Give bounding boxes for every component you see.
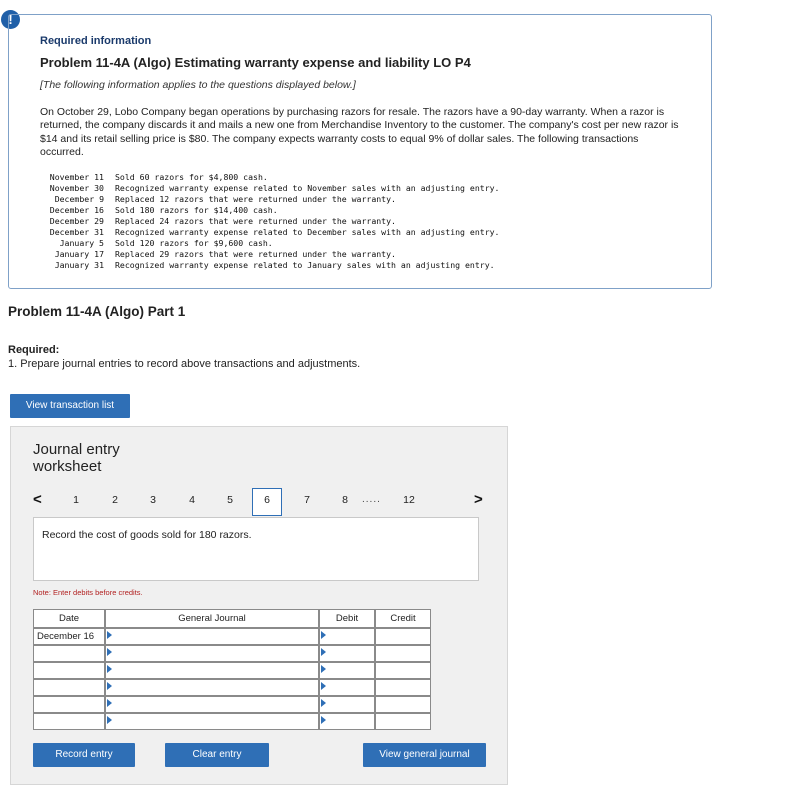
exclamation-icon: ! [1,10,20,29]
required-heading: Required: [8,344,60,356]
date-column-header: Date [33,609,105,628]
debit-input[interactable] [319,696,375,713]
transaction-description: Sold 180 razors for $14,400 cash. [115,205,278,215]
transaction-date: November 30 [49,183,104,193]
debit-input[interactable] [319,662,375,679]
transaction-row [40,183,500,194]
transaction-date: December 9 [54,194,104,204]
chevron-left-icon[interactable]: < [33,491,42,508]
required-text: 1. Prepare journal entries to record above transactions and adjustments. [8,358,361,370]
debit-column-header: Debit [319,609,375,628]
view-transaction-list-button[interactable]: View transaction list [10,394,130,418]
clear-entry-button[interactable]: Clear entry [165,743,269,767]
account-input[interactable] [105,628,319,645]
page-2[interactable]: 2 [112,494,118,506]
transaction-row [40,238,500,249]
instruction-text: Record the cost of goods sold for 180 razors. [42,529,252,541]
date-cell [33,662,105,679]
transaction-description: Recognized warranty expense related to November sales with an adjusting entry. [115,183,500,193]
transaction-row [40,172,500,183]
page-3[interactable]: 3 [150,494,156,506]
debit-input[interactable] [319,713,375,730]
dropdown-marker-icon [321,682,326,690]
credit-input[interactable] [375,713,431,730]
transaction-description: Sold 60 razors for $4,800 cash. [115,172,268,182]
transaction-date: December 16 [49,205,104,215]
transaction-description: Replaced 12 razors that were returned under the warranty. [115,194,396,204]
transaction-date: November 11 [49,172,104,182]
dropdown-marker-icon [107,716,112,724]
transaction-date: December 29 [49,216,104,226]
account-input[interactable] [105,713,319,730]
debit-input[interactable] [319,645,375,662]
credit-column-header: Credit [375,609,431,628]
date-cell: December 16 [33,628,105,645]
page-4[interactable]: 4 [189,494,195,506]
transaction-row [40,249,500,260]
transaction-description: Sold 120 razors for $9,600 cash. [115,238,273,248]
page-12[interactable]: 12 [403,494,415,506]
intro-paragraph: On October 29, Lobo Company began operations by purchasing razors for resale. The razors have a 90-day warranty. When a razor is returned, the company discards it and mails a new one from Merchandise Inventory to the customer. The company's cost per new razor is $14 and its retail selling price is $80. The company expects warranty costs to equal 9% of dollar sales. The following transactions occurred. [40,106,679,158]
dropdown-marker-icon [321,699,326,707]
account-input[interactable] [105,645,319,662]
dropdown-marker-icon [321,665,326,673]
account-input[interactable] [105,696,319,713]
credit-input[interactable] [375,696,431,713]
transaction-row [40,260,500,271]
chevron-right-icon[interactable]: > [474,491,483,508]
dropdown-marker-icon [321,648,326,656]
transaction-date: January 5 [59,238,104,248]
dropdown-marker-icon [107,682,112,690]
transaction-date: January 31 [54,260,104,270]
journal-entry-worksheet [10,426,508,785]
dropdown-marker-icon [107,631,112,639]
instruction-box [33,517,479,581]
transaction-description: Replaced 29 razors that were returned under the warranty. [115,249,396,259]
date-cell [33,645,105,662]
credit-input[interactable] [375,679,431,696]
account-input[interactable] [105,679,319,696]
dropdown-marker-icon [321,716,326,724]
transaction-description: Recognized warranty expense related to January sales with an adjusting entry. [115,260,495,270]
general-journal-column-header: General Journal [105,609,319,628]
date-cell [33,679,105,696]
problem-title: Problem 11-4A (Algo) Estimating warranty expense and liability LO P4 [40,55,471,70]
page-8[interactable]: 8 [342,494,348,506]
dropdown-marker-icon [107,648,112,656]
account-input[interactable] [105,662,319,679]
required-information-panel [8,14,712,289]
transaction-row [40,205,500,216]
page-1[interactable]: 1 [73,494,79,506]
debit-input[interactable] [319,679,375,696]
transaction-list [40,172,500,271]
required-information-heading: Required information [40,35,152,47]
credit-input[interactable] [375,662,431,679]
transaction-description: Recognized warranty expense related to December sales with an adjusting entry. [115,227,500,237]
dropdown-marker-icon [107,699,112,707]
transaction-row [40,194,500,205]
date-cell [33,713,105,730]
debit-input[interactable] [319,628,375,645]
part-title: Problem 11-4A (Algo) Part 1 [8,304,186,319]
debits-credits-note: Note: Enter debits before credits. [33,588,143,597]
page-ellipsis: ..... [362,494,381,505]
worksheet-title: Journal entry worksheet [33,441,120,475]
applies-note: [The following information applies to the questions displayed below.] [40,79,356,91]
credit-input[interactable] [375,645,431,662]
credit-input[interactable] [375,628,431,645]
page-7[interactable]: 7 [304,494,310,506]
transaction-description: Replaced 24 razors that were returned under the warranty. [115,216,396,226]
date-cell [33,696,105,713]
transaction-row [40,227,500,238]
page-6-current[interactable]: 6 [252,488,282,516]
dropdown-marker-icon [107,665,112,673]
dropdown-marker-icon [321,631,326,639]
transaction-date: January 17 [54,249,104,259]
transaction-date: December 31 [49,227,104,237]
page-5[interactable]: 5 [227,494,233,506]
record-entry-button[interactable]: Record entry [33,743,135,767]
view-general-journal-button[interactable]: View general journal [363,743,486,767]
transaction-row [40,216,500,227]
worksheet-pager [11,491,509,515]
